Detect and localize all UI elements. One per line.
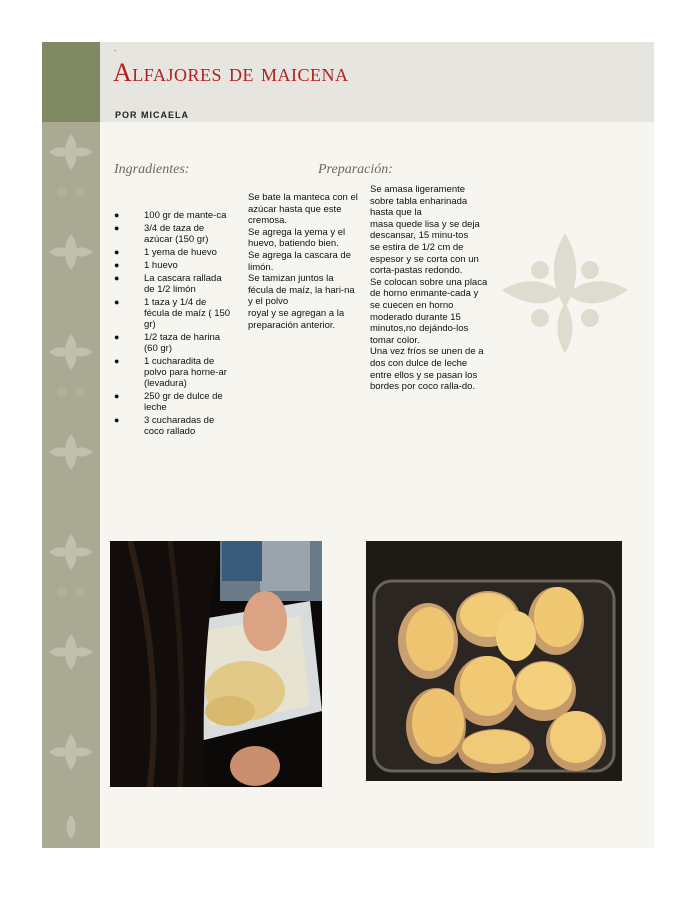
bullet-icon: ● bbox=[114, 210, 120, 220]
preparation-column-1: Se bate la manteca con el azúcar hasta que este cremosa. Se agrega la yema y el huevo, batiendo bien. Se agrega la cascara de limón. Se tamizan juntos la fécula de maíz, la hari-na y el polvo royal y se agregan a la preparación anterior. bbox=[248, 192, 358, 331]
ingredient-text: 100 gr de mante-ca bbox=[144, 210, 227, 221]
ingredient-text: 250 gr de dulce de leche bbox=[144, 391, 223, 413]
ingredients-heading: Ingradientes: bbox=[114, 162, 190, 177]
recipe-author: POR MICAELA bbox=[115, 110, 189, 120]
ingredient-text: 1 cucharadita de polvo para horne-ar (levadura) bbox=[144, 356, 227, 389]
ingredient-text: 1/2 taza de harina (60 gr) bbox=[144, 332, 221, 354]
ingredient-text: 3/4 de taza de azúcar (150 gr) bbox=[144, 223, 209, 245]
list-item bbox=[114, 297, 234, 330]
bullet-icon: ● bbox=[114, 415, 120, 425]
bullet-icon: ● bbox=[114, 247, 120, 257]
bullet-icon: ● bbox=[114, 391, 120, 401]
preparation-column-2: Se amasa ligeramente sobre tabla enharinada hasta que la masa quede lisa y se deja descansar, 15 minu-tos se estira de 1/2 cm de espesor y se corta con un corta-pastas redondo. Se colocan sobre una placa de horno enmante-cada y se cuecen en horno moderado durante 15 minutos,no dejándo-los tomar color. Una vez fríos se unen de a dos con dulce de leche entre ellos y se pasan los bordes por coco ralla-do. bbox=[370, 184, 488, 393]
list-item bbox=[114, 223, 234, 245]
decorative-sidebar bbox=[42, 42, 100, 848]
ingredient-text: 3 cucharadas de coco rallado bbox=[144, 415, 215, 437]
photo-illustration bbox=[110, 541, 322, 787]
list-item bbox=[114, 415, 234, 437]
header-dot: . bbox=[114, 44, 117, 53]
ingredient-text: 1 yema de huevo bbox=[144, 247, 217, 258]
preparation-heading: Preparación: bbox=[318, 162, 393, 177]
ingredients-list bbox=[114, 210, 234, 439]
ingredient-text: 1 huevo bbox=[144, 260, 178, 271]
bullet-icon: ● bbox=[114, 260, 120, 270]
list-item bbox=[114, 210, 234, 221]
list-item bbox=[114, 260, 234, 271]
list-item bbox=[114, 273, 234, 295]
ingredient-text: 1 taza y 1/4 de fécula de maíz ( 150 gr) bbox=[144, 297, 231, 330]
bullet-icon: ● bbox=[114, 332, 120, 342]
photo-illustration bbox=[366, 541, 622, 781]
bullet-icon: ● bbox=[114, 297, 120, 307]
list-item bbox=[114, 247, 234, 258]
girl-mixing-dough-photo bbox=[110, 541, 322, 787]
bullet-icon: ● bbox=[114, 356, 120, 366]
list-item bbox=[114, 391, 234, 413]
ingredient-text: La cascara rallada de 1/2 limón bbox=[144, 273, 222, 295]
alfajores-in-glass-dish-photo bbox=[366, 541, 622, 781]
list-item bbox=[114, 356, 234, 389]
bullet-icon: ● bbox=[114, 273, 120, 283]
bullet-icon: ● bbox=[114, 223, 120, 233]
floral-ornament-icon bbox=[500, 228, 630, 358]
list-item bbox=[114, 332, 234, 354]
sidebar-leaf-pattern-icon bbox=[42, 42, 100, 848]
recipe-title: Alfajores de maicena bbox=[113, 58, 349, 87]
